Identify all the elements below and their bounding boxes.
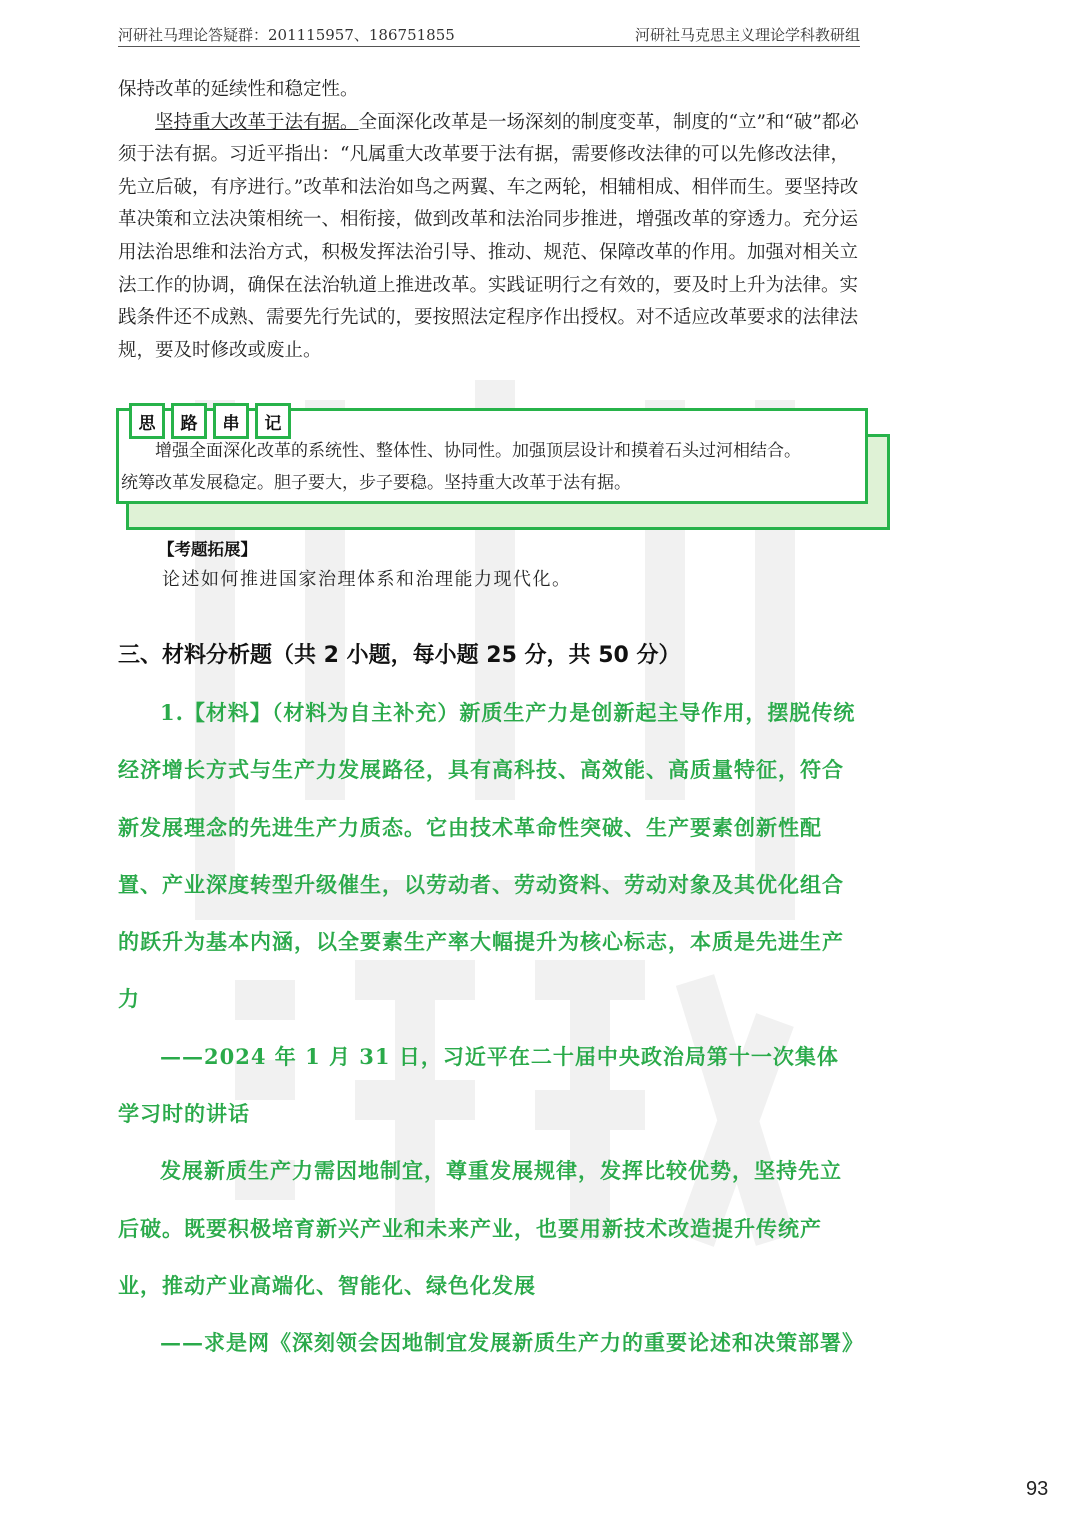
- summary-box-tags: [129, 403, 291, 439]
- paragraph-law-basis: [118, 107, 860, 368]
- summary-box-text: [121, 435, 869, 499]
- material-paragraph-1: 1.【材料】（材料为自主补充）新质生产力是创新起主导作用，摆脱传统经济增长方式与生产力发展路径，具有高科技、高效能、高质量特征，符合新发展理念的先进生产力质态。它由技术革命性突破、生产要素创新性配置、产业深度转型升级催生，以劳动者、劳动资料、劳动对象及其优化组合的跃升为基本内涵，以全要素生产率大幅提升为核心标志，本质是先进生产力: [118, 700, 856, 1012]
- material-source-2: ——求是网《深刻领会因地制宜发展新质生产力的重要论述和决策部署》: [160, 1330, 864, 1356]
- summary-line-1: 增强全面深化改革的系统性、整体性、协同性。加强顶层设计和摸着石头过河相结合。: [155, 441, 801, 461]
- tag-si: 思: [129, 403, 165, 439]
- summary-line-2: 统筹改革发展稳定。胆子要大，步子要稳。坚持重大改革于法有据。: [121, 473, 631, 493]
- tag-chuan: 串: [213, 403, 249, 439]
- summary-box: [116, 408, 868, 504]
- tag-lu: 路: [171, 403, 207, 439]
- body-paragraphs: [118, 74, 860, 367]
- header-left-text: 河研社马理论答疑群：201115957、186751855: [118, 26, 455, 44]
- material-paragraph-2: 发展新质生产力需因地制宜，尊重发展规律，发挥比较优势，坚持先立后破。既要积极培育新兴产业和未来产业，也要用新技术改造提升传统产业，推动产业高端化、智能化、绿色化发展: [118, 1158, 842, 1298]
- underlined-heading: 坚持重大改革于法有据。: [155, 111, 359, 133]
- section-title: 三、材料分析题（共 2 小题，每小题 25 分，共 50 分）: [118, 643, 681, 668]
- paragraph-continuation: 保持改革的延续性和稳定性。: [118, 79, 359, 100]
- page-header: [118, 22, 860, 47]
- page-number: 93: [1026, 1478, 1049, 1500]
- paragraph-law-basis-text: 全面深化改革是一场深刻的制度变革，制度的“立”和“破”都必须于法有据。习近平指出：“凡属重大改革要于法有据，需要修改法律的可以先修改法律，先立后破，有序进行。”改革和法治如鸟之两翼、车之两轮，相辅相成、相伴而生。要坚持改革决策和立法决策相统一、相衔接，做到改革和法治同步推进，增强改革的穿透力。充分运用法治思维和法治方式，积极发挥法治引导、推动、规范、保障改革的作用。加强对相关立法工作的协调，确保在法治轨道上推进改革。实践证明行之有效的，要及时上升为法律。实践条件还不成熟、需要先行先试的，要按照法定程序作出授权。对不适应改革要求的法律法规，要及时修改或废止。: [118, 111, 859, 361]
- extension-question: 论述如何推进国家治理体系和治理能力现代化。: [162, 569, 572, 590]
- material-block: [118, 684, 864, 1372]
- extension-title: 【考题拓展】: [158, 540, 257, 559]
- header-right-text: 河研社马克思主义理论学科教研组: [634, 26, 860, 44]
- tag-ji: 记: [255, 403, 291, 439]
- material-source-1: ——2024 年 1 月 31 日，习近平在二十届中央政治局第十一次集体学习时的讲话: [118, 1043, 839, 1127]
